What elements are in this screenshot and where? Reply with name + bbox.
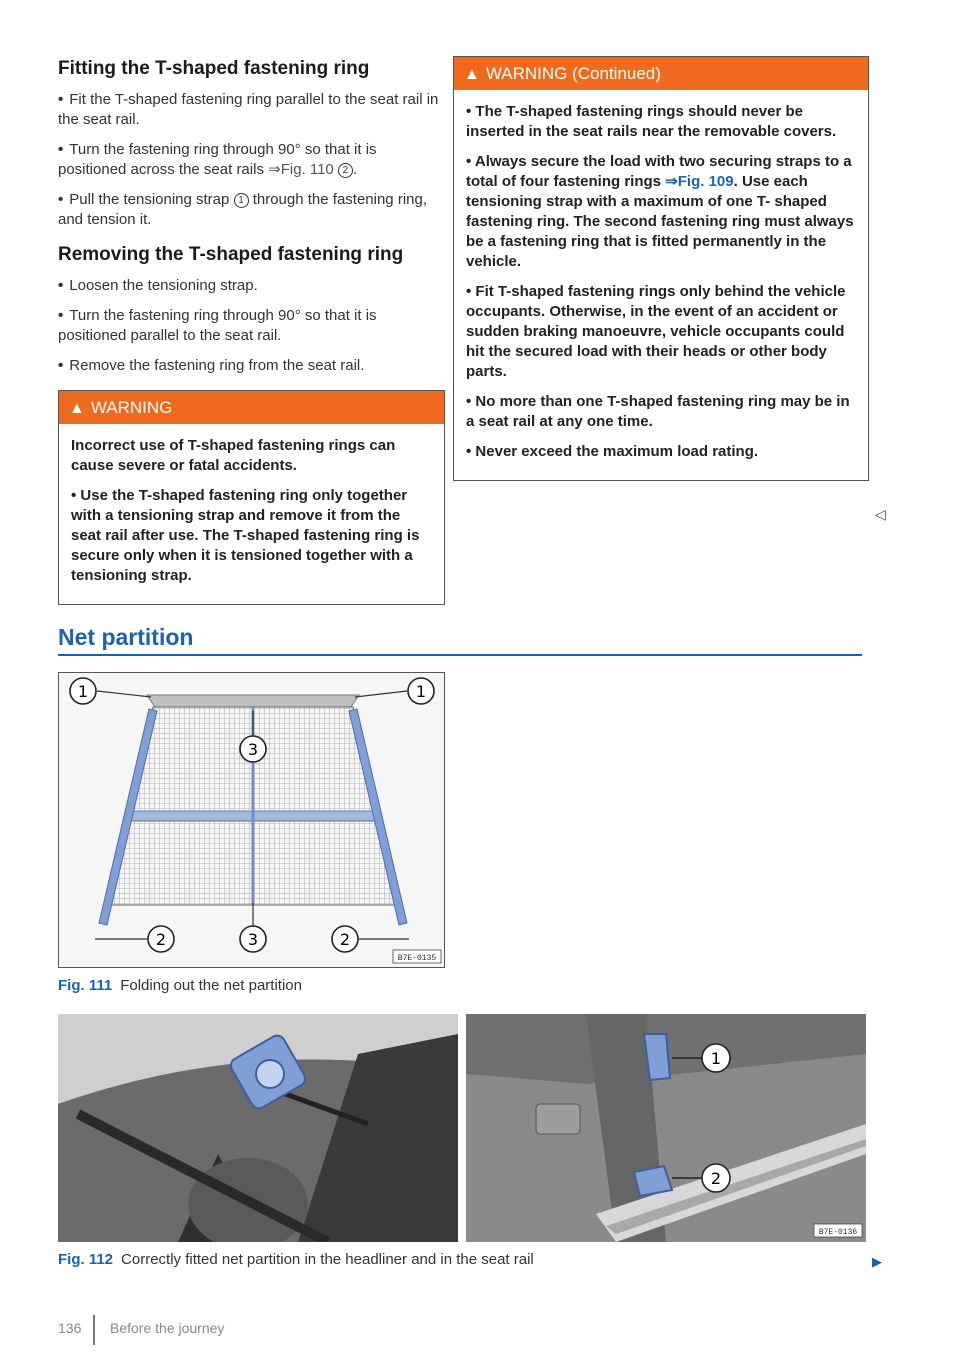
step-text: through the fastening ring, and tension it. [58,191,428,228]
caption-text: Folding out the net partition [120,977,302,994]
list-item: • Pull the tensioning strap 1 through the fastening ring, and tension it. [58,191,428,228]
figure-112-caption [58,1251,534,1268]
continue-icon: ▶ [872,1254,882,1269]
svg-text:2: 2 [155,930,167,949]
figure-111 [58,672,445,968]
warning-text: Fit T-shaped fastening rings only behind the vehicle occupants. Otherwise, in the event of an accident or sudden braking manoeuvre, vehicle occupants could hit the secured load with their heads or other body parts. [466,283,846,380]
step-text: Turn the fastening ring through 90° so that it is positioned parallel to the seat rail. [58,307,377,344]
figure-112-headliner-photo [58,1014,458,1242]
warning-text: Use the T-shaped fastening ring only together with a tensioning strap and remove it from the seat rail after use. The T-shaped fastening ring is secure only when it is tensioned together with a tensioning strap. [71,487,420,584]
callout-number: 2 [338,163,353,178]
svg-text:1: 1 [415,682,427,701]
warning-header [59,391,444,424]
callout-2 [702,1164,730,1192]
figure-111-caption [58,977,302,994]
figure-label: Fig. 111 [58,977,113,994]
callout-3-bottom [240,926,266,952]
callout-1-right [408,678,434,704]
svg-text:3: 3 [247,930,259,949]
step-text: Pull the tensioning strap [69,191,234,208]
list-item: • Loosen the tensioning strap. [58,277,258,294]
step-text: Loosen the tensioning strap. [69,277,258,294]
warning-text: The T-shaped fastening rings should never be inserted in the seat rails near the removable covers. [466,103,837,140]
page-number: 136 [58,1320,82,1336]
rail-ring [634,1166,672,1196]
svg-text:2: 2 [339,930,351,949]
warning-header [454,57,868,90]
right-column [453,56,869,481]
warning-continued-box [453,56,869,481]
warning-bullet: • The T-shaped fastening rings should never be inserted in the seat rails near the removable covers. [466,103,837,140]
step-text: Fit the T-shaped fastening ring parallel to the seat rail in the seat rail. [58,91,439,128]
warning-triangle-icon: ▲ [464,66,480,83]
warning-title: WARNING [90,398,173,417]
svg-text:1: 1 [77,682,89,701]
warning-bullet: • Never exceed the maximum load rating. [466,443,759,460]
callout-2-left [148,926,174,952]
svg-text:2: 2 [710,1169,722,1188]
callout-number: 1 [234,193,249,208]
callout-3-top [240,736,266,762]
footer-section: Before the journey [110,1320,225,1336]
warning-bullet: • Fit T-shaped fastening rings only behind the vehicle occupants. Otherwise, in the event of an accident or sudden braking manoeuvre, vehicle occupants could hit the secured load with their heads or other body parts. [466,283,846,380]
section-divider [58,654,862,656]
warning-intro: Incorrect use of T-shaped fastening rings can cause severe or fatal accidents. [71,437,396,474]
net-partition-illustration [59,673,444,967]
caption-text: Correctly fitted net partition in the headliner and in the seat rail [121,1251,534,1268]
warning-body [454,90,868,480]
warning-body [59,424,444,604]
removing-heading: Removing the T-shaped fastening ring [58,244,404,265]
svg-text:1: 1 [710,1049,722,1068]
figure-reference-link[interactable]: ⇒Fig. 109 [665,173,734,190]
left-column [58,58,445,605]
warning-text: Always secure the load with two securing straps to a total of four fastening rings [466,153,852,190]
warning-text: . Use each tensioning strap with a maximum of one T- shaped fastening ring. The second fastening ring must always be a fastening ring that is fitted permanently in the vehicle. [466,173,854,270]
net-partition-title: Net partition [58,624,194,650]
fitting-steps [58,90,445,230]
list-item: • Turn the fastening ring through 90° so that it is positioned across the seat rails ⇒Fig. 110 2 . [58,141,377,178]
warning-title: WARNING (Continued) [485,64,661,83]
list-item: • Turn the fastening ring through 90° so that it is positioned parallel to the seat rail. [58,307,377,344]
removing-steps [58,276,445,376]
callout-1-left [70,678,96,704]
callout-1 [702,1044,730,1072]
figure-reference-link[interactable]: ⇒Fig. 110 [268,161,334,178]
figure-label: Fig. 112 [58,1251,114,1268]
net-top-bar [147,695,359,707]
fitting-heading: Fitting the T-shaped fastening ring [58,58,370,79]
step-text: Remove the fastening ring from the seat rail. [69,357,365,374]
warning-text: No more than one T-shaped fastening ring may be in a seat rail at any one time. [466,393,850,430]
list-item: • Remove the fastening ring from the seat rail. [58,357,365,374]
warning-bullet: • Always secure the load with two securing straps to a total of four fastening rings ⇒Fig. 109. Use each tensioning strap with a maximum of one T- shaped fastening ring. The second fastening ring must always be a fastening ring that is fitted permanently in the vehicle. [466,153,854,270]
warning-triangle-icon: ▲ [69,400,85,417]
figure-code: B7E-0135 [397,954,437,963]
footer-divider [93,1315,95,1345]
warning-bullet: • Use the T-shaped fastening ring only together with a tensioning strap and remove it from the seat rail after use. The T-shaped fastening ring is secure only when it is tensioned together with a tensioning strap. [71,487,420,584]
svg-text:3: 3 [247,740,259,759]
warning-text: Never exceed the maximum load rating. [475,443,759,460]
step-text: Turn the fastening ring through 90° so that it is positioned across the seat rails [58,141,377,178]
figure-112-seat-rail-photo [466,1014,866,1242]
warning-bullet: • No more than one T-shaped fastening ring may be in a seat rail at any one time. [466,393,850,430]
figure-code: B7E-0136 [818,1228,858,1237]
list-item: • Fit the T-shaped fastening ring parallel to the seat rail in the seat rail. [58,91,439,128]
warning-box [58,390,445,605]
callout-2-right [332,926,358,952]
section-end-icon: ◁ [875,506,886,522]
